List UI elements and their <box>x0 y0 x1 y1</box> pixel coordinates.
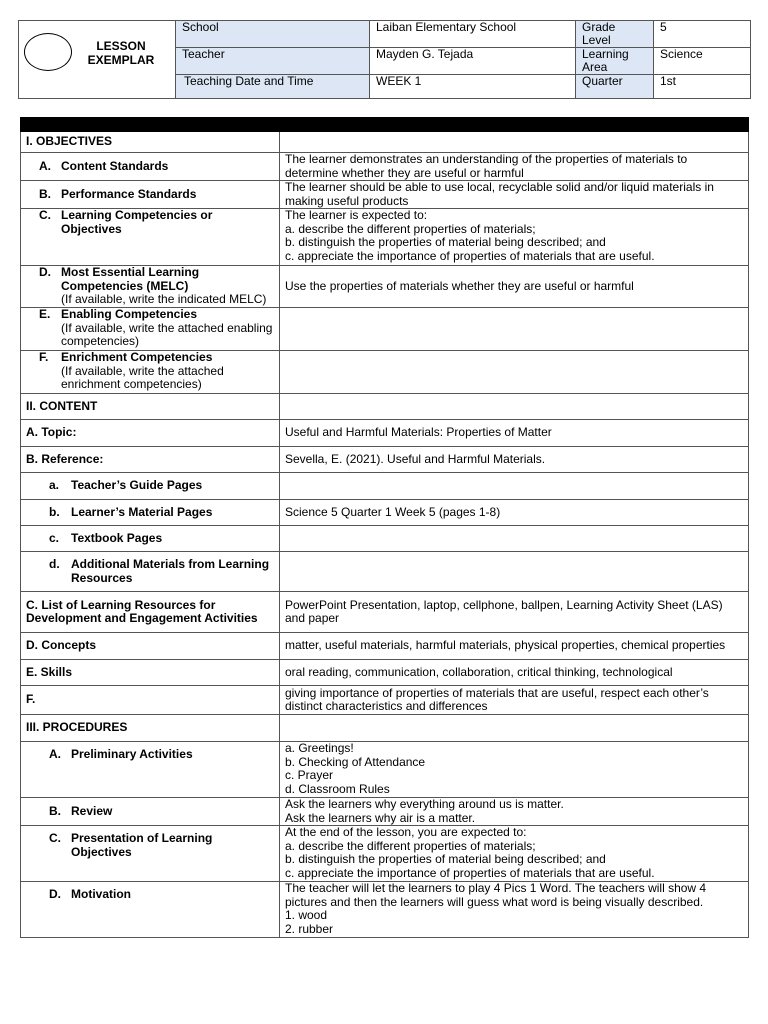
enabling-note: (If available, write the attached enabling competencies) <box>61 320 273 348</box>
additional-materials-row: d. Additional Materials from Learning Resources <box>21 552 749 592</box>
quarter-value: 1st <box>654 75 751 99</box>
preliminary-value: a. Greetings! b. Checking of Attendance c. Prayer d. Classroom Rules <box>280 742 749 798</box>
date-label: Teaching Date and Time <box>176 75 370 99</box>
enrichment-note: (If available, write the attached enrichment competencies) <box>61 363 224 391</box>
competencies-value: The learner is expected to: a. describe the different properties of materials; b. distinguish the properties of material being described; and c. appreciate the importance of properties of materials that are useful. <box>280 209 749 266</box>
teacher-label: Teacher <box>176 48 370 75</box>
black-header-bar <box>21 118 749 132</box>
content-standards-row: A. Content Standards The learner demonstrates an understanding of the properties of materials to determine whether they are useful or harmful <box>21 153 749 181</box>
performance-standards-row: B. Performance Standards The learner should be able to use local, recyclable solid and/or liquid materials in making useful products <box>21 181 749 209</box>
melc-label: Most Essential Learning Competencies (MELC) <box>61 265 200 293</box>
resources-label: C. List of Learning Resources for Development and Engagement Activities <box>21 592 280 633</box>
motivation-value: The teacher will let the learners to play 4 Pics 1 Word. The teachers will show 4 pictures and then the learners will guess what word is being visually described. 1. wood 2. rubber <box>280 882 749 938</box>
skills-label: E. Skills <box>21 660 280 686</box>
content-heading: II. CONTENT <box>21 394 280 420</box>
logo-cell <box>19 21 176 99</box>
melc-row: D. Most Essential Learning Competencies (MELC) (If available, write the indicated MELC) Use the properties of materials whether they are useful or harmful <box>21 266 749 308</box>
content-standards-value: The learner demonstrates an understanding of the properties of materials to determine whether they are useful or harmful <box>280 153 749 181</box>
procedures-row <box>21 715 749 742</box>
area-label: Learning Area <box>576 48 654 75</box>
concepts-label: D. Concepts <box>21 633 280 660</box>
enrichment-value <box>280 351 749 394</box>
f-value: giving importance of properties of materials that are useful, respect each other’s distinct characteristics and differences <box>280 686 749 715</box>
enabling-value <box>280 308 749 351</box>
objectives-heading: I. OBJECTIVES <box>21 132 280 153</box>
presentation-row: C. Presentation of Learning Objectives At the end of the lesson, you are expected to: a. describe the different properties of materials; b. distinguish the properties of material being described; and c. appreciate the importance of properties of materials that are useful. <box>21 826 749 882</box>
concepts-value: matter, useful materials, harmful materials, physical properties, chemical properties <box>280 633 749 660</box>
textbook-row: c. Textbook Pages <box>21 526 749 552</box>
melc-note: (If available, write the indicated MELC) <box>61 292 267 306</box>
enabling-row: E. Enabling Competencies (If available, write the attached enabling competencies) <box>21 308 749 351</box>
quarter-label: Quarter <box>576 75 654 99</box>
topic-label: A. Topic: <box>21 420 280 447</box>
lesson-exemplar-title: LESSON EXEMPLAR <box>87 39 155 67</box>
header-table <box>18 20 751 99</box>
performance-standards-value: The learner should be able to use local, recyclable solid and/or liquid materials in making useful products <box>280 181 749 209</box>
grade-label: Grade Level <box>576 21 654 48</box>
learners-material-label: Learner’s Material Pages <box>71 504 213 519</box>
school-value: Laiban Elementary School <box>370 21 576 48</box>
objectives-row <box>21 132 749 153</box>
skills-value: oral reading, communication, collaboration, critical thinking, technological <box>280 660 749 686</box>
preliminary-row: A. Preliminary Activities a. Greetings! b. Checking of Attendance c. Prayer d. Classroom Rules <box>21 742 749 798</box>
topic-row <box>21 420 749 447</box>
motivation-row: D. Motivation The teacher will let the learners to play 4 Pics 1 Word. The teachers will show 4 pictures and then the learners will guess what word is being visually described. 1. wood 2. rubber <box>21 882 749 938</box>
area-value: Science <box>654 48 751 75</box>
textbook-label: Textbook Pages <box>71 530 163 545</box>
date-value: WEEK 1 <box>370 75 576 99</box>
content-row <box>21 394 749 420</box>
preliminary-label: Preliminary Activities <box>71 747 193 761</box>
presentation-label: Presentation of Learning Objectives <box>71 831 213 859</box>
topic-value: Useful and Harmful Materials: Properties of Matter <box>280 420 749 447</box>
competencies-label: Learning Competencies or Objectives <box>61 208 213 236</box>
reference-row <box>21 447 749 473</box>
review-value: Ask the learners why everything around us is matter. Ask the learners why air is a matter. <box>280 798 749 826</box>
learners-material-value: Science 5 Quarter 1 Week 5 (pages 1-8) <box>280 500 749 526</box>
motivation-label: Motivation <box>71 887 131 901</box>
school-seal-oval <box>24 33 72 71</box>
review-row: B. Review Ask the learners why everything around us is matter. Ask the learners why air is a matter. <box>21 798 749 826</box>
textbook-value <box>280 526 749 552</box>
competencies-row: C. Learning Competencies or Objectives The learner is expected to: a. describe the different properties of materials; b. distinguish the properties of material being described; and c. appreciate the importance of properties of materials that are useful. <box>21 209 749 266</box>
school-label: School <box>176 21 370 48</box>
skills-row <box>21 660 749 686</box>
content-standards-label: Content Standards <box>61 158 169 173</box>
teachers-guide-label: Teacher’s Guide Pages <box>71 478 203 493</box>
review-label: Review <box>71 803 113 818</box>
lesson-table <box>20 117 749 938</box>
additional-materials-label: Additional Materials from Learning Resources <box>71 557 270 585</box>
teachers-guide-row: a. Teacher’s Guide Pages <box>21 473 749 500</box>
enrichment-row: F. Enrichment Competencies (If available, write the attached enrichment competencies) <box>21 351 749 394</box>
enabling-label: Enabling Competencies <box>61 307 198 321</box>
enrichment-label: Enrichment Competencies <box>61 350 213 364</box>
teachers-guide-value <box>280 473 749 500</box>
grade-value: 5 <box>654 21 751 48</box>
concepts-row <box>21 633 749 660</box>
procedures-heading: III. PROCEDURES <box>21 715 280 742</box>
additional-materials-value <box>280 552 749 592</box>
presentation-value: At the end of the lesson, you are expected to: a. describe the different properties of materials; b. distinguish the properties of material being described; and c. appreciate the importance of properties of materials that are useful. <box>280 826 749 882</box>
teacher-value: Mayden G. Tejada <box>370 48 576 75</box>
melc-value: Use the properties of materials whether they are useful or harmful <box>280 266 749 308</box>
performance-standards-label: Performance Standards <box>61 186 197 201</box>
f-row <box>21 686 749 715</box>
reference-value: Sevella, E. (2021). Useful and Harmful Materials. <box>280 447 749 473</box>
f-label: F. <box>21 686 280 715</box>
reference-label: B. Reference: <box>21 447 280 473</box>
resources-value: PowerPoint Presentation, laptop, cellphone, ballpen, Learning Activity Sheet (LAS) and paper <box>280 592 749 633</box>
learners-material-row: b. Learner’s Material Pages Science 5 Quarter 1 Week 5 (pages 1-8) <box>21 500 749 526</box>
resources-row <box>21 592 749 633</box>
